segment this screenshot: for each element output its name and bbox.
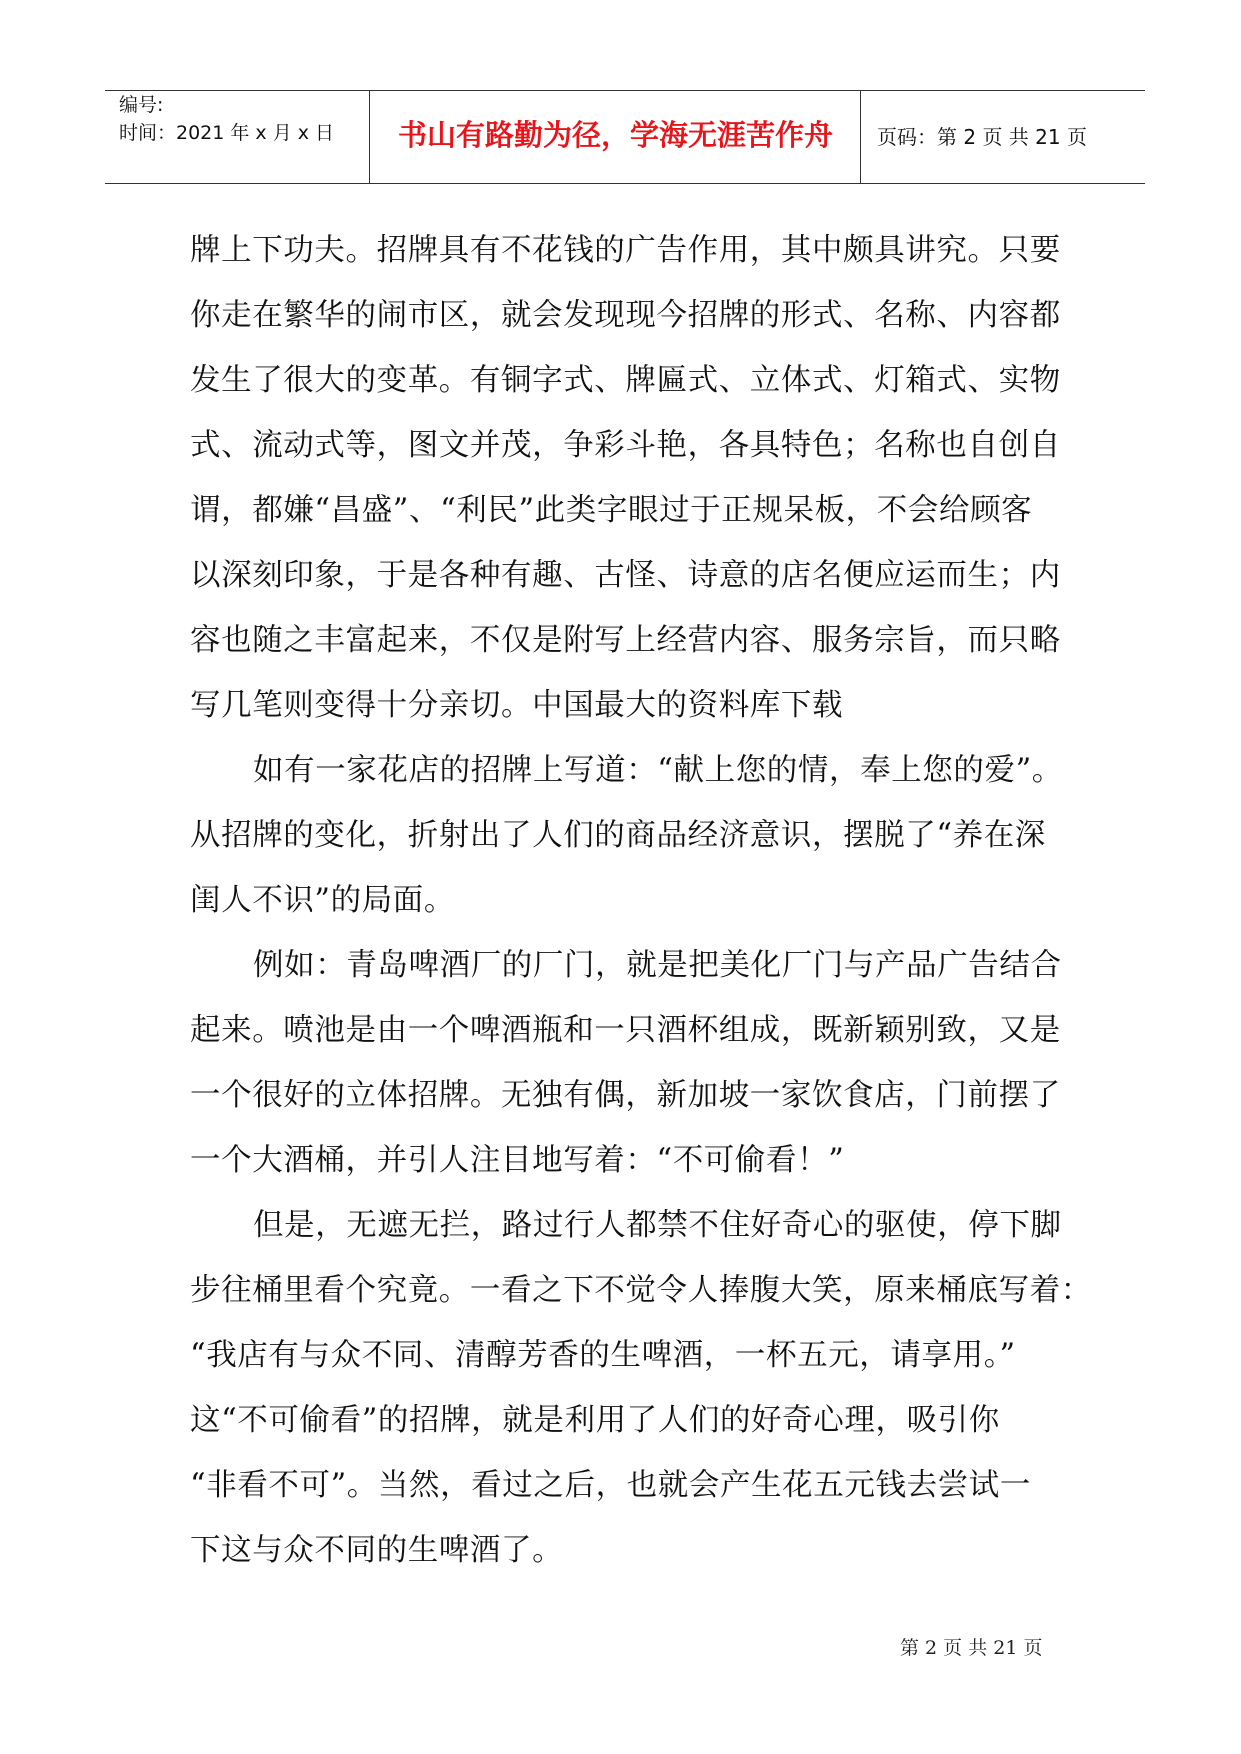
document-code-label: 编号: <box>119 94 164 116</box>
body-text-line: 如有一家花店的招牌上写道：“献上您的情，奉上您的爱”。 <box>253 753 1063 788</box>
body-text-line: 牌上下功夫。招牌具有不花钱的广告作用，其中颇具讲究。只要 <box>190 233 1061 268</box>
header-motto: 书山有路勤为径，学海无涯苦作舟 <box>397 118 833 152</box>
body-text-line: “我店有与众不同、清醇芳香的生啤酒，一杯五元，请享用。” <box>190 1338 1016 1373</box>
body-text-line: 闺人不识”的局面。 <box>190 883 455 918</box>
header-page-number: 页码：第 2 页 共 21 页 <box>877 125 1087 149</box>
body-text-line: 这“不可偷看”的招牌，就是利用了人们的好奇心理，吸引你 <box>190 1403 1000 1438</box>
body-text-line: 谓，都嫌“昌盛”、“利民”此类字眼过于正规呆板，不会给顾客 <box>190 493 1033 528</box>
body-text-line: 下这与众不同的生啤酒了。 <box>190 1533 564 1568</box>
body-text-line: 从招牌的变化，折射出了人们的商品经济意识，摆脱了“养在深 <box>190 818 1046 853</box>
body-text-line: 发生了很大的变革。有铜字式、牌匾式、立体式、灯箱式、实物 <box>190 363 1061 398</box>
footer-page-number: 第 2 页 共 21 页 <box>900 1637 1043 1659</box>
body-text-line: 以深刻印象，于是各种有趣、古怪、诗意的店名便应运而生；内 <box>190 558 1061 593</box>
body-text-line: 步往桶里看个究竟。一看之下不觉令人捧腹大笑，原来桶底写着： <box>190 1273 1092 1308</box>
body-text-line: “非看不可”。当然，看过之后，也就会产生花五元钱去尝试一 <box>190 1468 1031 1503</box>
body-text-line: 写几笔则变得十分亲切。中国最大的资料库下载 <box>190 688 844 723</box>
page-header <box>105 90 1145 184</box>
document-time-label: 时间：2021 年 x 月 x 日 <box>119 122 335 144</box>
document-body <box>190 218 1092 1583</box>
body-text-line: 容也随之丰富起来，不仅是附写上经营内容、服务宗旨，而只略 <box>190 623 1061 658</box>
header-divider <box>369 91 370 183</box>
body-text-line: 你走在繁华的闹市区，就会发现现今招牌的形式、名称、内容都 <box>190 298 1061 333</box>
body-text-line: 例如：青岛啤酒厂的厂门，就是把美化厂门与产品广告结合 <box>253 948 1062 983</box>
body-text-line: 一个很好的立体招牌。无独有偶，新加坡一家饮食店，门前摆了 <box>190 1078 1061 1113</box>
body-text-line: 起来。喷池是由一个啤酒瓶和一只酒杯组成，既新颖别致，又是 <box>190 1013 1061 1048</box>
body-text-line: 一个大酒桶，并引人注目地写着：“不可偷看！” <box>190 1143 845 1178</box>
body-text-line: 但是，无遮无拦，路过行人都禁不住好奇心的驱使，停下脚 <box>253 1208 1062 1243</box>
body-text-line: 式、流动式等，图文并茂，争彩斗艳，各具特色；名称也自创自 <box>190 428 1061 463</box>
header-divider <box>860 91 861 183</box>
